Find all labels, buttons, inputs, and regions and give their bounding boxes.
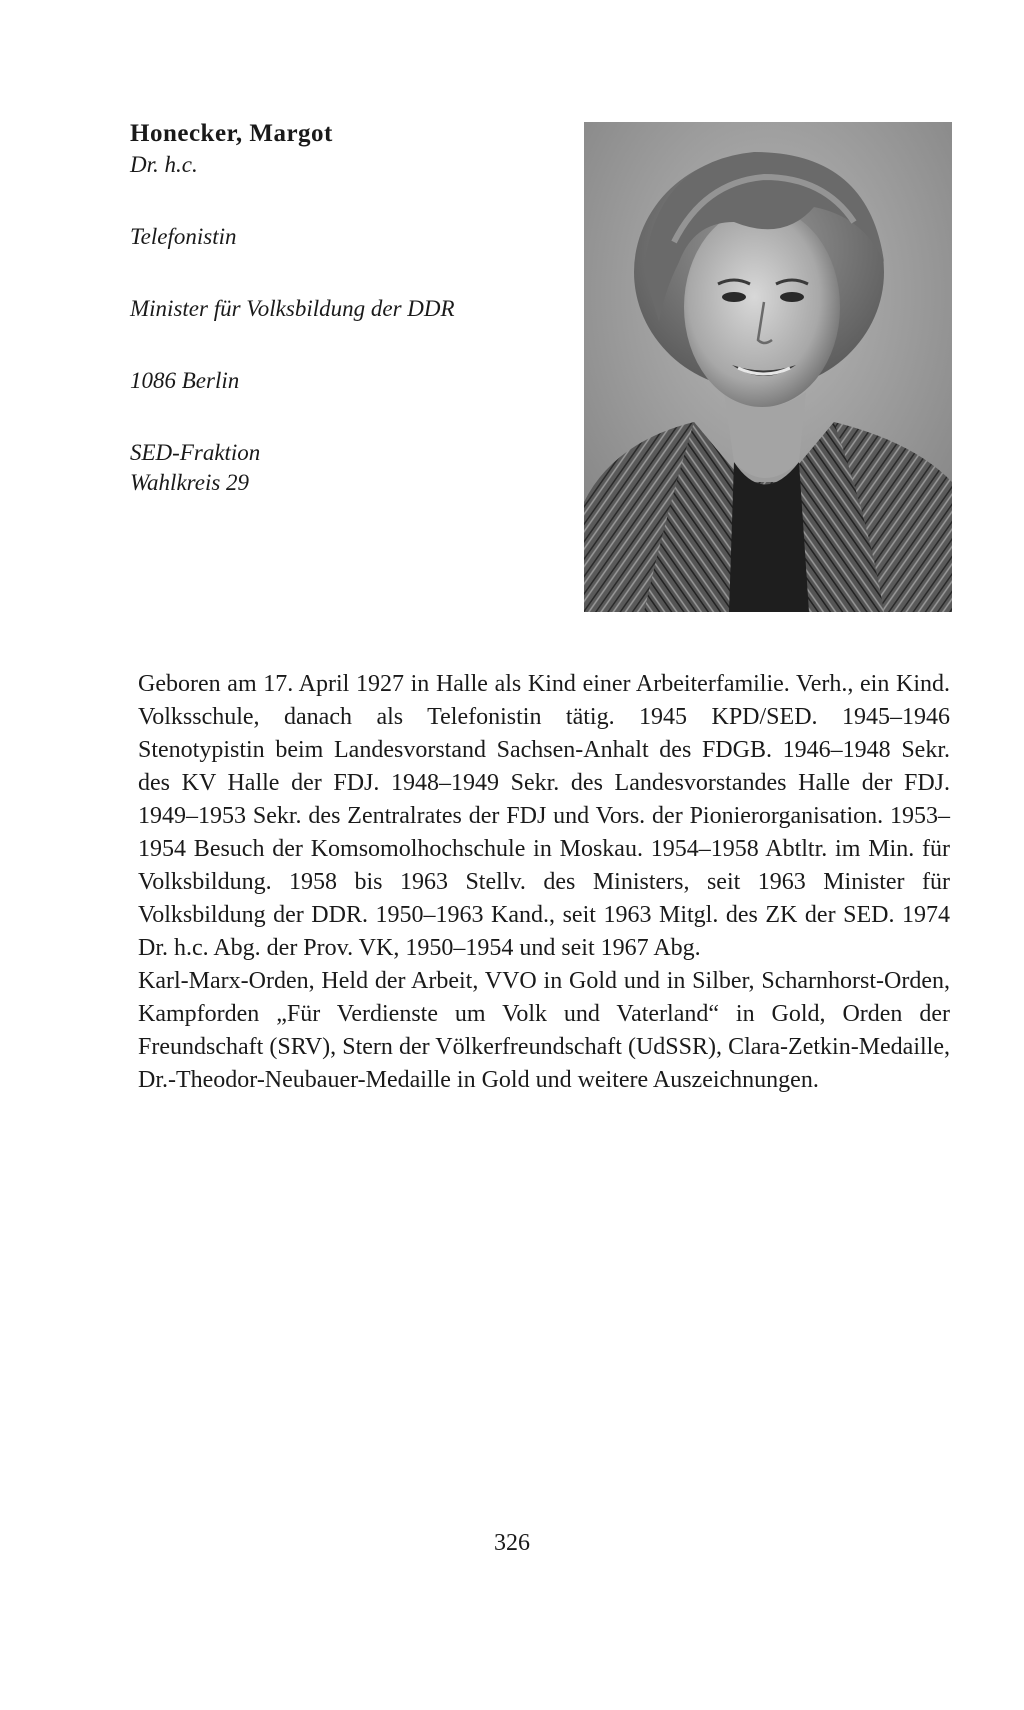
portrait-photo [584,122,952,612]
academic-title: Dr. h.c. [130,152,198,177]
person-header [130,118,570,498]
page-number: 326 [494,1530,530,1556]
faction: SED-Fraktion [130,440,261,465]
biography-paragraph-awards: Karl-Marx-Orden, Held der Arbeit, VVO in Gold und in Silber, Scharnhorst-Orden, Kampforden „Für Verdienste um Volk und Vaterland“ in Gold, Orden der Freundschaft (SRV), Stern der Völkerfreundschaft (UdSSR), Clara-Zetkin-Medaille, Dr.-Theodor-Neubauer-Medaille in Gold und weitere Auszeichnungen. [138,968,950,1093]
biography-paragraph-career: Geboren am 17. April 1927 in Halle als Kind einer Arbeiterfamilie. Verh., ein Kind. Volksschule, danach als Telefonistin tätig. 1945 KPD/SED. 1945–1946 Stenotypistin beim Landesvorstand Sachsen-Anhalt des FDGB. 1946–1948 Sekr. des KV Halle der FDJ. 1948–1949 Sekr. des Landesvorstandes Halle der FDJ. 1949–1953 Sekr. des Zentralrates der FDJ und Vors. der Pionierorganisation. 1953–1954 Besuch der Komsomolhochschule in Moskau. 1954–1958 Abtltr. im Min. für Volksbildung. 1958 bis 1963 Stellv. des Ministers, seit 1963 Minister für Volksbildung der DDR. 1950–1963 Kand., seit 1963 Mitgl. des ZK der SED. 1974 Dr. h.c. Abg. der Prov. VK, 1950–1954 und seit 1967 Abg. [138,671,950,961]
location: 1086 Berlin [130,368,240,393]
position: Minister für Volksbildung der DDR [130,296,455,321]
biography-text [138,668,950,1097]
occupation: Telefonistin [130,224,237,249]
constituency: Wahlkreis 29 [130,470,250,495]
person-name: Honecker, Margot [130,120,333,147]
